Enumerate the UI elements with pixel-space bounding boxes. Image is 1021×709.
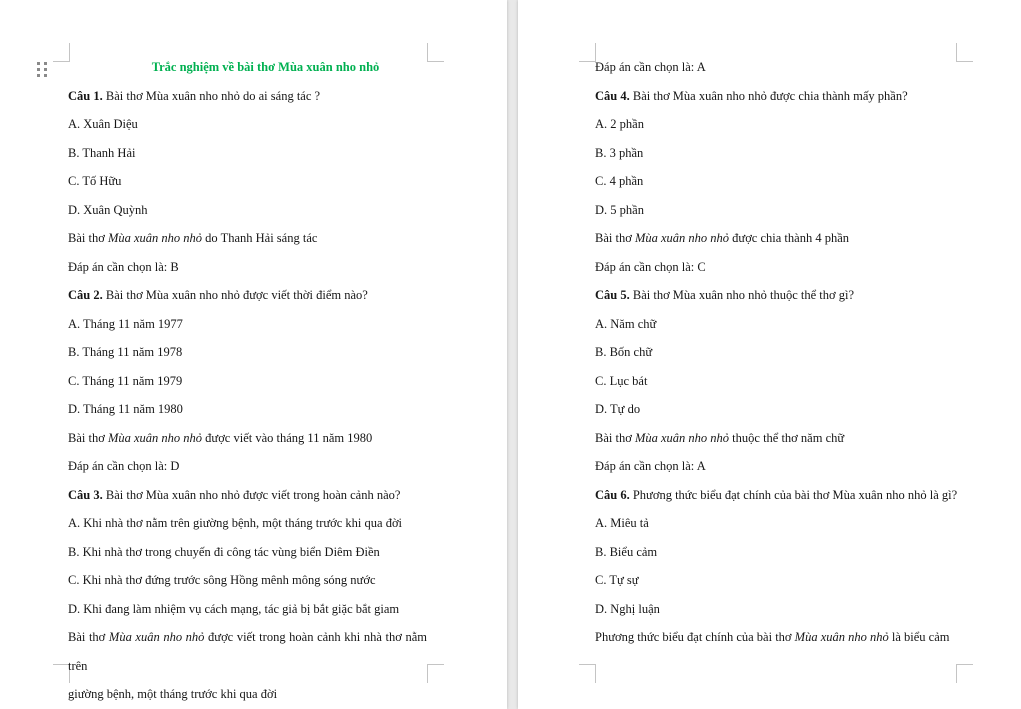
question-5-option-d: D. Tự do <box>595 402 641 416</box>
question-6-option-d: D. Nghị luận <box>595 601 660 616</box>
question-3-option-c: C. Khi nhà thơ đứng trước sông Hồng mênh mông sóng nước <box>68 573 376 587</box>
question-1-answer: Đáp án cần chọn là: B <box>68 259 179 274</box>
question-1-option-d: D. Xuân Quỳnh <box>68 202 148 217</box>
poem-title-italic: Mùa xuân nho nhỏ <box>634 430 730 445</box>
page-1-content <box>68 53 427 709</box>
question-4-option-a: A. 2 phần <box>595 117 644 131</box>
question-6-label: Câu 6. <box>595 487 630 502</box>
question-4-text: Bài thơ Mùa xuân nho nhỏ được chia thành mấy phần? <box>629 88 908 103</box>
question-1-option-b: B. Thanh Hải <box>68 145 136 160</box>
page-2 <box>518 0 1021 709</box>
question-4-explanation: Bài thơ Mùa xuân nho nhỏ được chia thành 4 phần <box>595 231 849 245</box>
margin-corner-mark <box>427 43 444 62</box>
poem-title-italic: Mùa xuân nho nhỏ <box>634 231 730 245</box>
question-5-text: Bài thơ Mùa xuân nho nhỏ thuộc thể thơ gì? <box>629 288 855 302</box>
question-2-option-d: D. Tháng 11 năm 1980 <box>68 402 183 416</box>
question-3-option-a: A. Khi nhà thơ nằm trên giường bệnh, một tháng trước khi qua đời <box>68 516 403 530</box>
question-2-option-b: B. Tháng 11 năm 1978 <box>68 345 183 359</box>
question-2-answer: Đáp án cần chọn là: D <box>68 459 180 473</box>
question-5-explanation: Bài thơ Mùa xuân nho nhỏ thuộc thể thơ năm chữ <box>595 430 845 445</box>
margin-corner-mark <box>579 43 596 62</box>
poem-title-italic: Mùa xuân nho nhỏ <box>107 430 203 445</box>
poem-title-italic: Mùa xuân nho nhỏ <box>107 231 203 245</box>
question-5-option-b: B. Bốn chữ <box>595 345 653 359</box>
margin-corner-mark <box>956 664 973 683</box>
question-5 <box>595 281 956 310</box>
drag-handle-icon[interactable] <box>37 62 47 77</box>
question-4-option-c: C. 4 phần <box>595 174 644 188</box>
question-6-text: Phương thức biểu đạt chính của bài thơ Mùa xuân nho nhỏ là gì? <box>629 487 958 502</box>
page-title: Trắc nghiệm về bài thơ Mùa xuân nho nhỏ <box>151 60 380 74</box>
question-3-explanation-line-2: giường bệnh, một tháng trước khi qua đời <box>68 687 278 701</box>
page-2-content <box>595 53 956 652</box>
question-4 <box>595 82 956 111</box>
question-2-explanation: Bài thơ Mùa xuân nho nhỏ được viết vào tháng 11 năm 1980 <box>68 430 373 445</box>
question-3-text: Bài thơ Mùa xuân nho nhỏ được viết trong hoàn cảnh nào? <box>102 487 401 502</box>
question-3 <box>68 481 427 510</box>
question-4-label: Câu 4. <box>595 88 630 103</box>
margin-corner-mark <box>579 664 596 683</box>
question-2-label: Câu 2. <box>68 288 103 302</box>
question-5-answer: Đáp án cần chọn là: A <box>595 459 706 473</box>
question-1-explanation: Bài thơ Mùa xuân nho nhỏ do Thanh Hải sáng tác <box>68 231 318 245</box>
page-1 <box>0 0 507 709</box>
question-4-option-d: D. 5 phần <box>595 202 644 217</box>
question-3-label: Câu 3. <box>68 487 103 502</box>
question-6-option-b: B. Biểu cảm <box>595 544 658 559</box>
question-1-label: Câu 1. <box>68 88 103 103</box>
question-2-option-c: C. Tháng 11 năm 1979 <box>68 373 183 388</box>
poem-title-italic: Mùa xuân nho nhỏ <box>794 630 889 644</box>
question-1-option-a: A. Xuân Diệu <box>68 117 138 131</box>
question-3-option-b: B. Khi nhà thơ trong chuyến đi công tác vùng biển Diêm Điền <box>68 544 380 559</box>
question-2-text: Bài thơ Mùa xuân nho nhỏ được viết thời điểm nào? <box>102 288 368 302</box>
question-6-explanation: Phương thức biểu đạt chính của bài thơ Mùa xuân nho nhỏ là biểu cảm <box>595 630 950 644</box>
question-5-option-a: A. Năm chữ <box>595 316 657 331</box>
question-3-answer: Đáp án cần chọn là: A <box>595 60 706 74</box>
question-6-option-c: C. Tự sự <box>595 573 639 587</box>
margin-corner-mark <box>427 664 444 683</box>
question-1-text: Bài thơ Mùa xuân nho nhỏ do ai sáng tác ? <box>102 88 321 103</box>
question-4-option-b: B. 3 phần <box>595 145 644 160</box>
question-5-option-c: C. Lục bát <box>595 373 648 388</box>
question-2-option-a: A. Tháng 11 năm 1977 <box>68 316 183 331</box>
question-4-answer: Đáp án cần chọn là: C <box>595 259 706 274</box>
question-5-label: Câu 5. <box>595 288 630 302</box>
question-3-explanation-line-1: Bài thơ Mùa xuân nho nhỏ được viết trong hoàn cảnh khi nhà thơ nằm trên <box>68 630 427 673</box>
question-3-option-d: D. Khi đang làm nhiệm vụ cách mạng, tác giả bị bắt giặc bắt giam <box>68 601 400 616</box>
question-2 <box>68 281 427 310</box>
poem-title-italic: Mùa xuân nho nhỏ <box>108 630 205 644</box>
question-6-option-a: A. Miêu tả <box>595 516 649 530</box>
question-1 <box>68 82 427 111</box>
question-1-option-c: C. Tố Hữu <box>68 174 122 188</box>
margin-corner-mark <box>956 43 973 62</box>
question-6 <box>595 481 956 510</box>
